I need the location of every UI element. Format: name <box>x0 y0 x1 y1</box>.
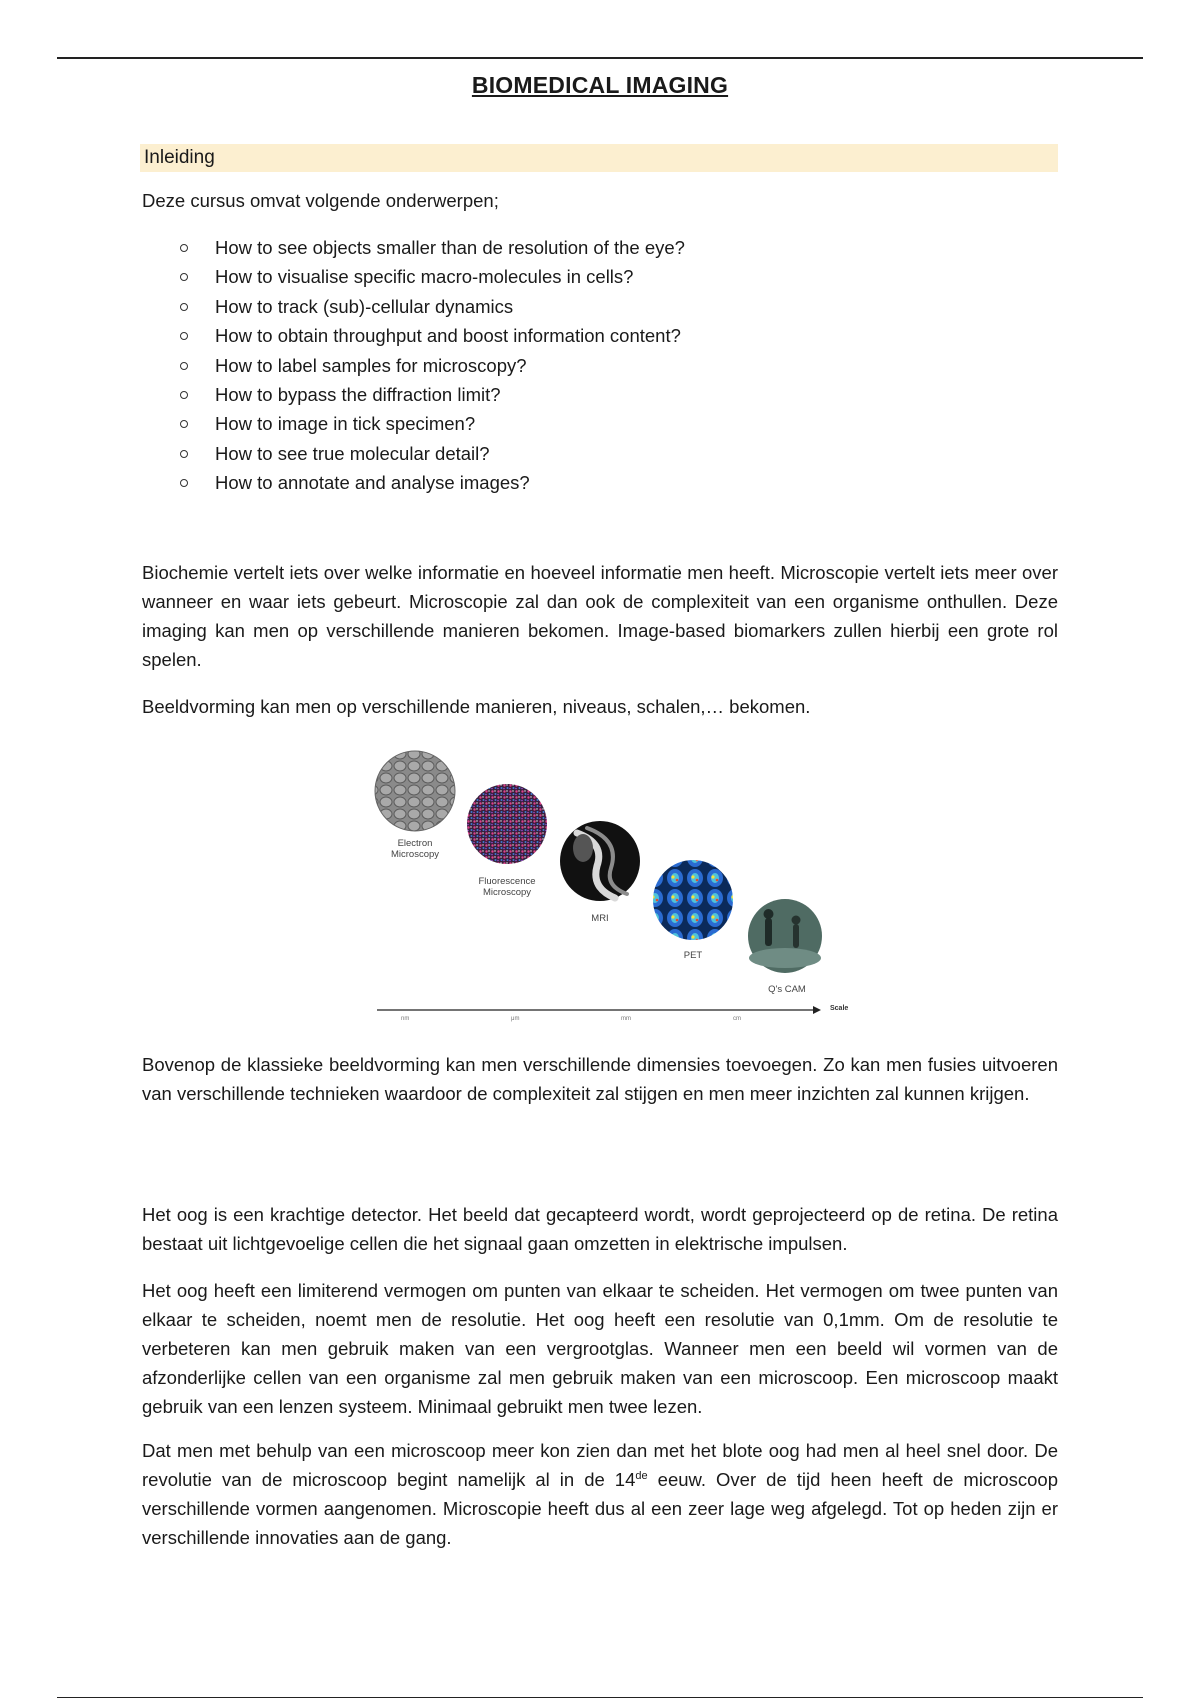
mri-image <box>560 821 640 901</box>
paragraph-resolutie: Het oog heeft een limiterend vermogen om punten van elkaar te scheiden. Het vermogen om twee punten van elkaar te scheiden, noemt men de resolutie. Het oog heeft een resolutie van 0,1mm. Om de resolutie te verbeteren kan men gebruik maken van een vergrootglas. Wanneer men een beeld wil vormen van de afzonderlijke cellen van een organisme zal men gebruik maken van een microscoop. Een microscoop maakt gebruik van een lenzen systeem. Minimaal gebruikt men twee lezen. <box>142 1280 1058 1417</box>
label-pet: PET <box>683 950 703 961</box>
circle-bullet-icon <box>180 244 188 252</box>
circle-bullet-icon <box>180 273 188 281</box>
paragraph-dimensies: Bovenop de klassieke beeldvorming kan men verschillende dimensies toevoegen. Zo kan men fusies uitvoeren van verschillende technieken waardoor de complexiteit zal stijgen en men meer inzichten zal kunnen krijgen. <box>142 1054 1058 1104</box>
list-item: How to track (sub)-cellular dynamics <box>142 292 1042 321</box>
axis-label: Scale <box>830 1005 849 1012</box>
intro-text: Deze cursus omvat volgende onderwerpen; <box>142 190 499 211</box>
circle-bullet-icon <box>180 391 188 399</box>
list-item: How to image in tick specimen? <box>142 409 1042 438</box>
axis-tick: μm <box>511 1016 520 1022</box>
qs-cam-image <box>748 899 822 973</box>
paragraph-beeldvorming: Beeldvorming kan men op verschillende manieren, niveaus, schalen,… bekomen. <box>142 696 811 717</box>
top-rule <box>57 57 1143 59</box>
axis-tick: nm <box>401 1016 410 1022</box>
circle-bullet-icon <box>180 362 188 370</box>
paragraph-oog: Het oog is een krachtige detector. Het beeld dat gecapteerd wordt, wordt geprojecteerd op de retina. De retina bestaat uit lichtgevoelige cellen die het signaal gaan omzetten in elektrische impulsen. <box>142 1204 1058 1254</box>
imaging-scale-figure <box>365 748 865 1028</box>
paragraph-microscoop-geschiedenis: Dat men met behulp van een microscoop meer kon zien dan met het blote oog had men al heel snel door. De revolutie van de microscoop begint namelijk al in de 14de eeuw. Over de tijd heen heeft de microscoop verschillende vormen aangenomen. Microscopie heeft dus al een zeer lage weg afgelegd. Tot op heden zijn er verschillende innovaties aan de gang. <box>142 1440 1058 1548</box>
pet-image <box>653 860 733 940</box>
topic-list <box>142 233 1042 498</box>
circle-bullet-icon <box>180 479 188 487</box>
label-qs-cam: Q's CAM <box>768 984 806 995</box>
axis-tick: cm <box>733 1016 741 1022</box>
list-item: How to obtain throughput and boost information content? <box>142 321 1042 350</box>
circle-bullet-icon <box>180 420 188 428</box>
circle-bullet-icon <box>180 303 188 311</box>
list-item: How to annotate and analyse images? <box>142 468 1042 497</box>
list-item: How to see objects smaller than de resolution of the eye? <box>142 233 1042 262</box>
list-item: How to label samples for microscopy? <box>142 351 1042 380</box>
label-fluorescence-microscopy: Fluorescence Microscopy <box>478 876 536 898</box>
circle-bullet-icon <box>180 332 188 340</box>
list-item: How to bypass the diffraction limit? <box>142 380 1042 409</box>
page-title: BIOMEDICAL IMAGING <box>471 72 729 98</box>
label-mri: MRI <box>591 913 609 924</box>
bottom-rule <box>57 1697 1143 1698</box>
section-heading: Inleiding <box>140 144 1058 172</box>
list-item: How to visualise specific macro-molecules in cells? <box>142 262 1042 291</box>
list-item: How to see true molecular detail? <box>142 439 1042 468</box>
circle-bullet-icon <box>180 450 188 458</box>
fluorescence-microscopy-image <box>467 784 547 864</box>
paragraph-biochemie: Biochemie vertelt iets over welke informatie en hoeveel informatie men heeft. Microscopie vertelt iets meer over wanneer en waar iets gebeurt. Microscopie zal dan ook de complexiteit van een organisme onthullen. Deze imaging kan men op verschillende manieren bekomen. Image-based biomarkers zullen hierbij een grote rol spelen. <box>142 562 1058 670</box>
electron-microscopy-image <box>375 751 455 831</box>
axis-tick: mm <box>621 1016 631 1022</box>
label-electron-microscopy: Electron Microscopy <box>390 838 440 860</box>
scale-axis-arrow-icon <box>813 1006 821 1014</box>
